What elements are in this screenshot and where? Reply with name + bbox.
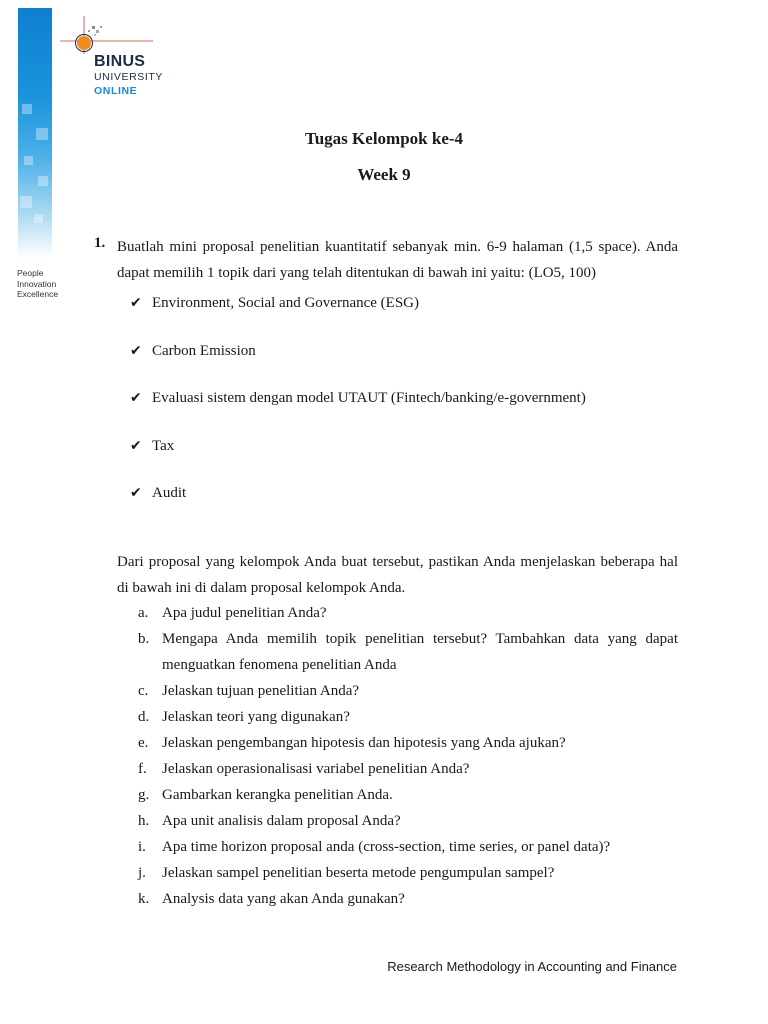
check-icon: ✔ (130, 342, 142, 359)
item-text: Apa judul penelitian Anda? (162, 605, 327, 621)
item-label: b. (138, 631, 150, 647)
topic-label: Audit (152, 485, 187, 501)
question-text: Buatlah mini proposal penelitian kuantitatif sebanyak min. 6-9 halaman (1,5 space). Anda dapat memilih 1 topik dari yang telah ditentukan di bawah ini yaitu: (LO5, 100) (117, 239, 678, 281)
list-item (138, 782, 678, 808)
item-text: Jelaskan teori yang digunakan? (162, 709, 350, 725)
topic-label: Evaluasi sistem dengan model UTAUT (Fintech/banking/e-government) (152, 390, 586, 406)
item-label: e. (138, 735, 149, 751)
brand-tagline (17, 268, 58, 300)
item-text: Gambarkan kerangka penelitian Anda. (162, 787, 393, 803)
logo-text-university: UNIVERSITY (94, 71, 164, 83)
strip-tile (24, 156, 33, 165)
list-item (138, 730, 678, 756)
list-item (138, 600, 678, 626)
question-number: 1. (94, 235, 106, 251)
item-text: Jelaskan pengembangan hipotesis dan hipotesis yang Anda ajukan? (162, 735, 566, 751)
list-item (138, 626, 678, 678)
item-label: k. (138, 891, 150, 907)
binus-logo (58, 14, 168, 100)
item-label: a. (138, 605, 149, 621)
topic-item (130, 295, 586, 343)
logo-mark-icon (58, 14, 168, 54)
item-text: Mengapa Anda memilih topik penelitian tersebut? Tambahkan data yang dapat menguatkan fenomena penelitian Anda (162, 631, 678, 673)
topic-item (130, 438, 586, 486)
page-footer: Research Methodology in Accounting and Finance (387, 959, 677, 974)
topic-item (130, 343, 586, 391)
tagline-people: People (17, 268, 44, 278)
tagline-excellence: Excellence (17, 289, 59, 299)
item-label: d. (138, 709, 150, 725)
item-text: Jelaskan sampel penelitian beserta metode pengumpulan sampel? (162, 865, 555, 881)
topic-item (130, 390, 586, 438)
instruction-paragraph: Dari proposal yang kelompok Anda buat tersebut, pastikan Anda menjelaskan beberapa hal di bawah ini di dalam proposal kelompok Anda. (117, 554, 678, 596)
requirement-list (138, 600, 678, 912)
item-label: g. (138, 787, 150, 803)
logo-text-online: ONLINE (94, 85, 138, 97)
list-item (138, 860, 678, 886)
item-label: f. (138, 761, 147, 777)
list-item (138, 834, 678, 860)
item-label: j. (138, 865, 146, 881)
tagline-innovation: Innovation (17, 278, 57, 289)
item-label: i. (138, 839, 146, 855)
topic-label: Environment, Social and Governance (ESG) (152, 295, 420, 311)
list-item (138, 678, 678, 704)
strip-tile (20, 196, 32, 208)
topic-item (130, 485, 586, 533)
check-icon: ✔ (130, 485, 142, 501)
logo-text-binus: BINUS (94, 53, 146, 70)
list-item (138, 886, 678, 912)
list-item (138, 756, 678, 782)
check-icon: ✔ (130, 437, 142, 454)
check-icon: ✔ (130, 295, 142, 311)
list-item (138, 808, 678, 834)
list-item (138, 704, 678, 730)
check-icon: ✔ (130, 390, 142, 406)
item-label: c. (138, 683, 149, 699)
topic-label: Carbon Emission (152, 342, 256, 359)
item-text: Jelaskan operasionalisasi variabel penelitian Anda? (162, 761, 470, 777)
strip-tile (34, 214, 43, 223)
item-text: Jelaskan tujuan penelitian Anda? (162, 683, 360, 699)
item-text: Analysis data yang akan Anda gunakan? (162, 891, 405, 907)
document-title: Tugas Kelompok ke-4 (304, 129, 464, 148)
item-text: Apa unit analisis dalam proposal Anda? (162, 813, 401, 829)
document-subtitle: Week 9 (357, 165, 411, 184)
topic-list (130, 295, 586, 533)
topic-label: Tax (152, 437, 175, 454)
strip-tile (22, 104, 32, 114)
item-text: Apa time horizon proposal anda (cross-section, time series, or panel data)? (162, 839, 611, 855)
item-label: h. (138, 813, 150, 829)
